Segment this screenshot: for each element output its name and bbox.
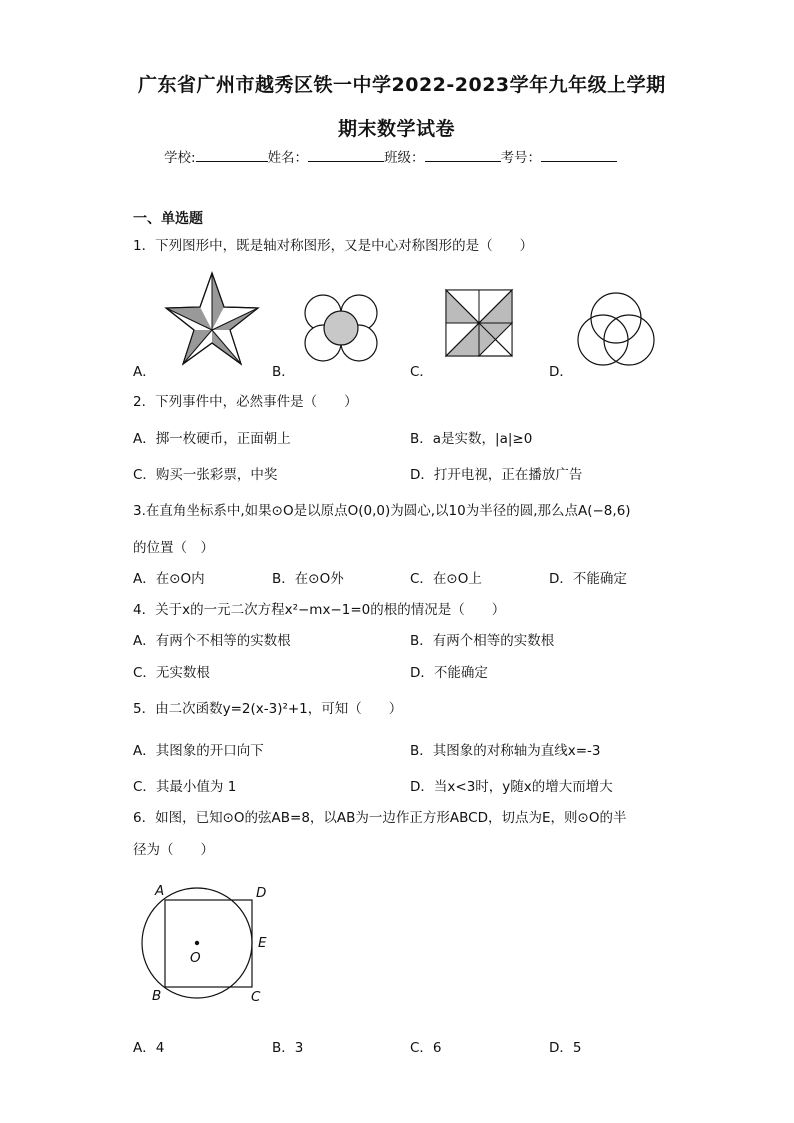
q6-option-d[interactable]: D．5 [549, 1040, 582, 1056]
q5-option-b[interactable]: B．其图象的对称轴为直线x=-3 [410, 743, 601, 759]
q1-option-b[interactable]: B． [272, 364, 295, 380]
q5-stem: 5．由二次函数y=2(x-3)²+1，可知（ ） [133, 701, 403, 717]
q2-option-d[interactable]: D．打开电视，正在播放广告 [410, 467, 583, 483]
section-heading: 一、单选题 [133, 211, 203, 227]
q3-option-d[interactable]: D．不能确定 [549, 571, 627, 587]
q4-stem: 4．关于x的一元二次方程x²−mx−1=0的根的情况是（ ） [133, 602, 506, 618]
field-name-label: 姓名： [267, 150, 309, 166]
label-e: E [258, 935, 267, 951]
q3-option-a[interactable]: A．在⊙O内 [133, 571, 205, 587]
q2-option-b[interactable]: B．a是实数，|a|≥0 [410, 431, 533, 447]
center-point [195, 941, 199, 945]
q6-stem-line2: 径为（ ） [133, 842, 214, 858]
q4-option-b[interactable]: B．有两个相等的实数根 [410, 633, 555, 649]
q4-option-d[interactable]: D．不能确定 [410, 665, 488, 681]
q3-stem-line1: 3.在直角坐标系中,如果⊙O是以原点O(0,0)为圆心,以10为半径的圆,那么点A(−8,6) [133, 503, 631, 519]
q6-option-a[interactable]: A．4 [133, 1040, 165, 1056]
q5-option-c[interactable]: C．其最小值为 1 [133, 779, 237, 795]
q2-option-c[interactable]: C．购买一张彩票，中奖 [133, 467, 278, 483]
q6-stem-line1: 6．如图，已知⊙O的弦AB=8，以AB为一边作正方形ABCD，切点为E，则⊙O的半 [133, 810, 627, 826]
square-abcd [165, 900, 252, 987]
q1-option-d[interactable]: D． [549, 364, 573, 380]
q1-option-a[interactable]: A． [133, 364, 156, 380]
field-school-label: 学校: [164, 150, 196, 166]
q1-option-c[interactable]: C． [410, 364, 433, 380]
q3-stem-line2: 的位置（ ） [133, 540, 214, 556]
q2-option-a[interactable]: A．掷一枚硬币，正面朝上 [133, 431, 291, 447]
q4-option-c[interactable]: C．无实数根 [133, 665, 210, 681]
label-o: O [190, 950, 201, 966]
exam-title-line2: 期末数学试卷 [338, 118, 456, 140]
q5-option-d[interactable]: D．当x<3时，y随x的增大而增大 [410, 779, 613, 795]
q3-option-c[interactable]: C．在⊙O上 [410, 571, 482, 587]
label-a: A [155, 883, 165, 899]
field-class-label: 班级： [384, 150, 425, 166]
q6-option-c[interactable]: C．6 [410, 1040, 442, 1056]
label-c: C [251, 989, 261, 1005]
field-number-label: 考号： [500, 150, 542, 166]
label-d: D [256, 885, 267, 901]
label-b: B [152, 988, 162, 1004]
q3-option-b[interactable]: B．在⊙O外 [272, 571, 344, 587]
q1-stem: 1．下列图形中，既是轴对称图形，又是中心对称图形的是（ ） [133, 238, 534, 254]
q5-option-a[interactable]: A．其图象的开口向下 [133, 743, 264, 759]
q6-option-b[interactable]: B．3 [272, 1040, 304, 1056]
exam-title-line1: 广东省广州市越秀区铁一中学2022-2023学年九年级上学期 [138, 74, 666, 96]
q4-option-a[interactable]: A．有两个不相等的实数根 [133, 633, 291, 649]
q2-stem: 2．下列事件中，必然事件是（ ） [133, 394, 358, 410]
